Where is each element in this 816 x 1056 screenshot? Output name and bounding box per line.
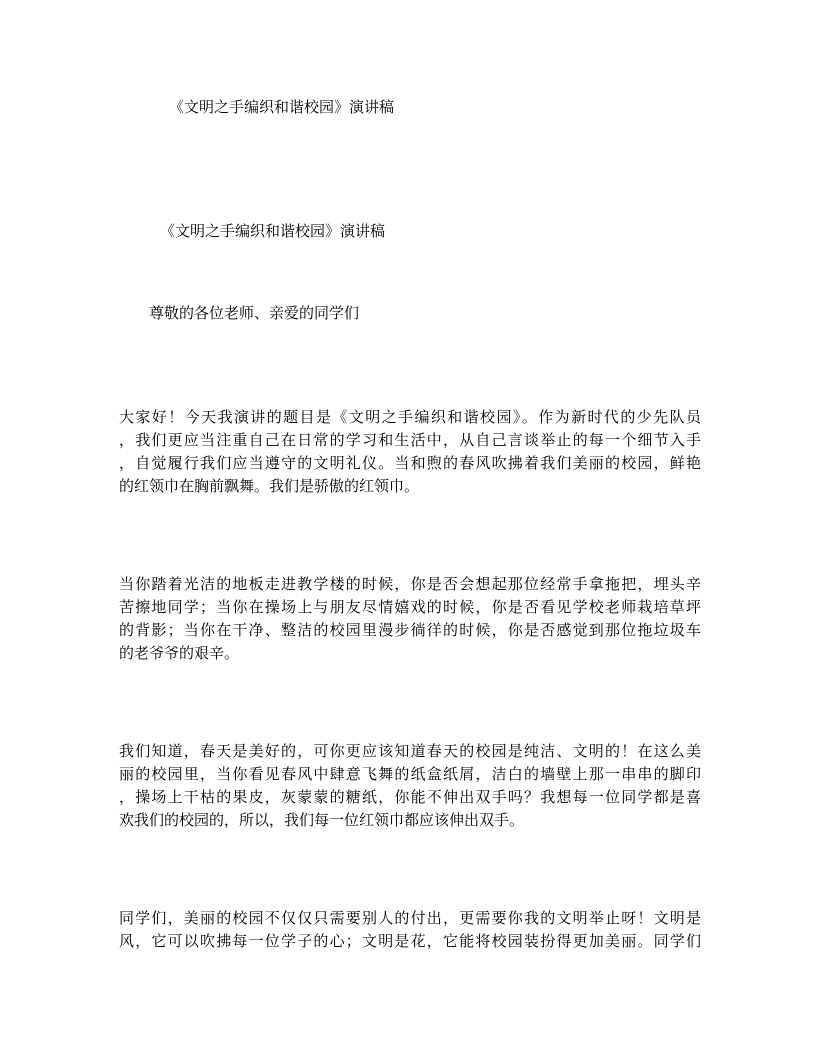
paragraph-line: 的红领巾在胸前飘舞。我们是骄傲的红领巾。 <box>119 477 420 495</box>
paragraph-line: ，我们更应当注重自己在日常的学习和生活中，从自己言谈举止的每一个细节入手 <box>119 431 701 449</box>
paragraph-line: ，操场上干枯的果皮，灰蒙蒙的糖纸，你能不伸出双手吗？我想每一位同学都是喜 <box>119 788 701 806</box>
paragraph-line: 风，它可以吹拂每一位学子的心；文明是花，它能将校园装扮得更加美丽。同学们 <box>119 932 701 950</box>
paragraph-3 <box>119 740 701 832</box>
paragraph-line: 同学们，美丽的校园不仅仅只需要别人的付出，更需要你我的文明举止呀！文明是 <box>119 909 701 927</box>
paragraph-line: 欢我们的校园的，所以，我们每一位红领巾都应该伸出双手。 <box>119 811 525 829</box>
paragraph-line: 丽的校园里，当你看见春风中肆意飞舞的纸盒纸屑，洁白的墙壁上那一串串的脚印 <box>119 765 701 783</box>
paragraph-line: 我们知道，春天是美好的，可你更应该知道春天的校园是纯洁、文明的！在这么美 <box>119 742 701 760</box>
paragraph-2 <box>119 573 701 665</box>
paragraph-line: 的背影；当你在干净、整洁的校园里漫步徜徉的时候，你是否感觉到那位拖垃圾车 <box>119 621 701 639</box>
paragraph-line: 大家好！今天我演讲的题目是《文明之手编织和谐校园》。作为新时代的少先队员 <box>119 408 701 426</box>
paragraph-line: ，自觉履行我们应当遵守的文明礼仪。当和煦的春风吹拂着我们美丽的校园，鲜艳 <box>119 454 701 472</box>
paragraph-line: 苦擦地同学；当你在操场上与朋友尽情嬉戏的时候，你是否看见学校老师栽培草坪 <box>119 598 701 616</box>
greeting: 尊敬的各位老师、亲爱的同学们 <box>149 304 360 322</box>
paragraph-4 <box>119 907 701 953</box>
paragraph-line: 当你踏着光洁的地板走进教学楼的时候，你是否会想起那位经常手拿拖把，埋头辛 <box>119 575 701 593</box>
paragraph-line: 的老爷爷的艰辛。 <box>119 644 240 662</box>
paragraph-1 <box>119 406 701 498</box>
page-title: 《文明之手编织和谐校园》演讲稿 <box>160 222 386 240</box>
header-title: 《文明之手编织和谐校园》演讲稿 <box>169 98 395 116</box>
